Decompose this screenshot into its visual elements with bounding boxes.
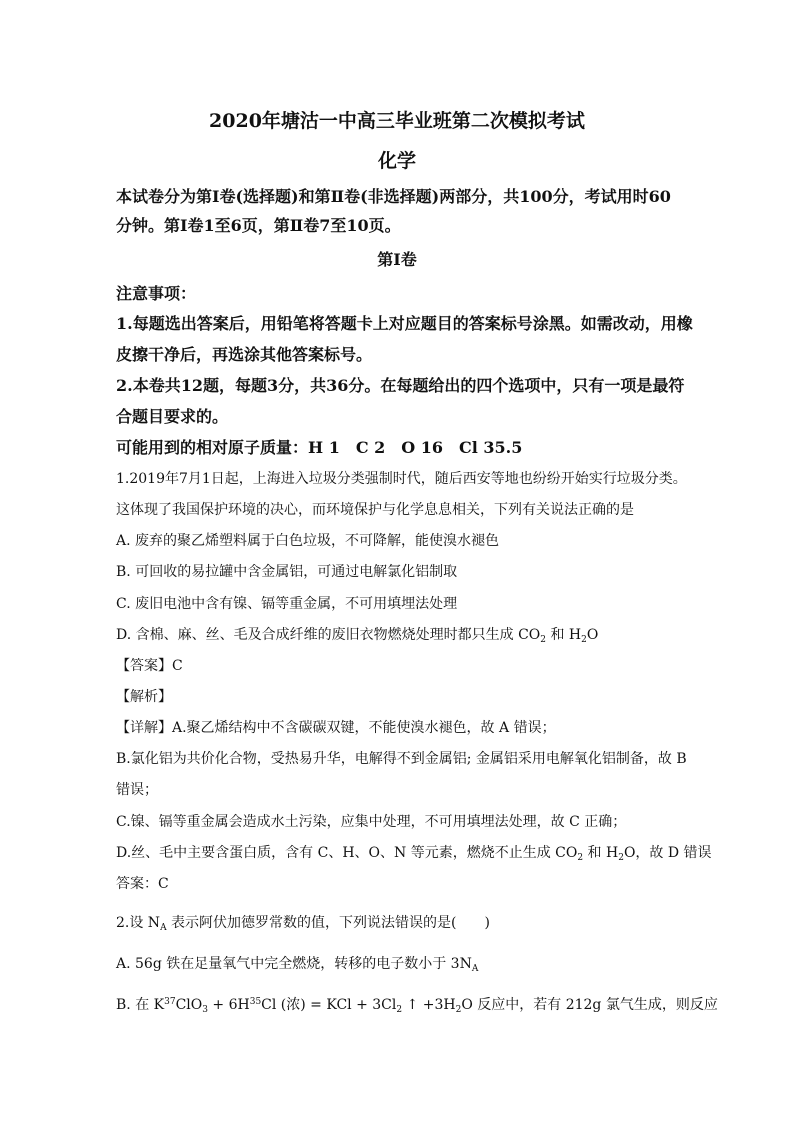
notes-heading: 注意事项： (116, 284, 197, 303)
subject-title: 化学 (377, 150, 416, 172)
note-2-line-2: 合题目要求的。 (116, 407, 229, 426)
atomic-masses: 可能用到的相对原子质量：H 1 C 2 O 16 Cl 35.5 (116, 438, 523, 457)
q1-option-b: B. 可回收的易拉罐中含金属铝，可通过电解氯化铝制取 (116, 564, 458, 580)
q1-analysis-label: 【解析】 (116, 689, 172, 705)
q1-option-c: C. 废旧电池中含有镍、镉等重金属，不可用填埋法处理 (116, 596, 458, 612)
q2-stem: 2.设 $N_A$ 表示阿伏加德罗常数的值，下列说法错误的是( ) (116, 915, 490, 933)
volume-heading: 第Ⅰ卷 (377, 250, 417, 269)
q1-detail-a: 【详解】A.聚乙烯结构中不含碳碳双键，不能使溴水褪色，故 A 错误； (116, 720, 556, 736)
q2-option-a: A. 56g 铁在足量氧气中完全燃烧，转移的电子数小于 $3N_A$ (116, 956, 479, 974)
note-1-line-1: 1.每题选出答案后，用铅笔将答题卡上对应题目的答案标号涂黑。如需改动，用橡 (116, 314, 693, 333)
q1-stem-line-2: 这体现了我国保护环境的决心，而环境保护与化学息息相关，下列有关说法正确的是 (116, 502, 634, 518)
q1-final-answer: 答案：C (116, 876, 169, 892)
q1-detail-c: C.镍、镉等重金属会造成水土污染，应集中处理，不可用填埋法处理，故 C 正确； (116, 814, 627, 830)
q1-option-d: D. 含棉、麻、丝、毛及合成纤维的废旧衣物燃烧处理时都只生成 $CO_2$ 和 $H_2O$ (116, 627, 599, 645)
intro-line-1: 本试卷分为第Ⅰ卷(选择题)和第Ⅱ卷(非选择题)两部分，共100分，考试用时60 (116, 187, 671, 206)
exam-title: 2020年塘沽一中高三毕业班第二次模拟考试 (209, 110, 585, 132)
q1-detail-d: D.丝、毛中主要含蛋白质，含有 C、H、O、N 等元素，燃烧不止生成 $CO_2$ 和 $H_2O$，故 D 错误 (116, 845, 712, 863)
intro-line-2: 分钟。第Ⅰ卷1至6页，第Ⅱ卷7至10页。 (116, 216, 401, 235)
q1-stem-line-1: 1.2019年7月1日起，上海进入垃圾分类强制时代，随后西安等地也纷纷开始实行垃圾分类。 (116, 471, 687, 487)
q1-option-d-text: D. 含棉、麻、丝、毛及合成纤维的废旧衣物燃烧处理时都只生成 CO (116, 627, 541, 643)
q2-option-b: B. 在 $K^{37}ClO_3 + 6H^{35}Cl$ (浓) = KCl + $3Cl_2$ ↑ $+3H_2O$ 反应中，若有 212g 氯气生成，则反应 (116, 997, 718, 1015)
q1-detail-b-line-2: 错误； (116, 782, 158, 798)
q1-detail-b-line-1: B.氯化铝为共价化合物，受热易升华，电解得不到金属铝; 金属铝采用电解氧化铝制备，故 B (116, 751, 687, 767)
q1-option-a: A. 废弃的聚乙烯塑料属于白色垃圾，不可降解，能使溴水褪色 (116, 533, 500, 549)
q1-answer: 【答案】C (116, 658, 183, 674)
note-2-line-1: 2.本卷共12题，每题3分，共36分。在每题给出的四个选项中，只有一项是最符 (116, 376, 685, 395)
note-1-line-2: 皮擦干净后，再选涂其他答案标号。 (116, 345, 373, 364)
